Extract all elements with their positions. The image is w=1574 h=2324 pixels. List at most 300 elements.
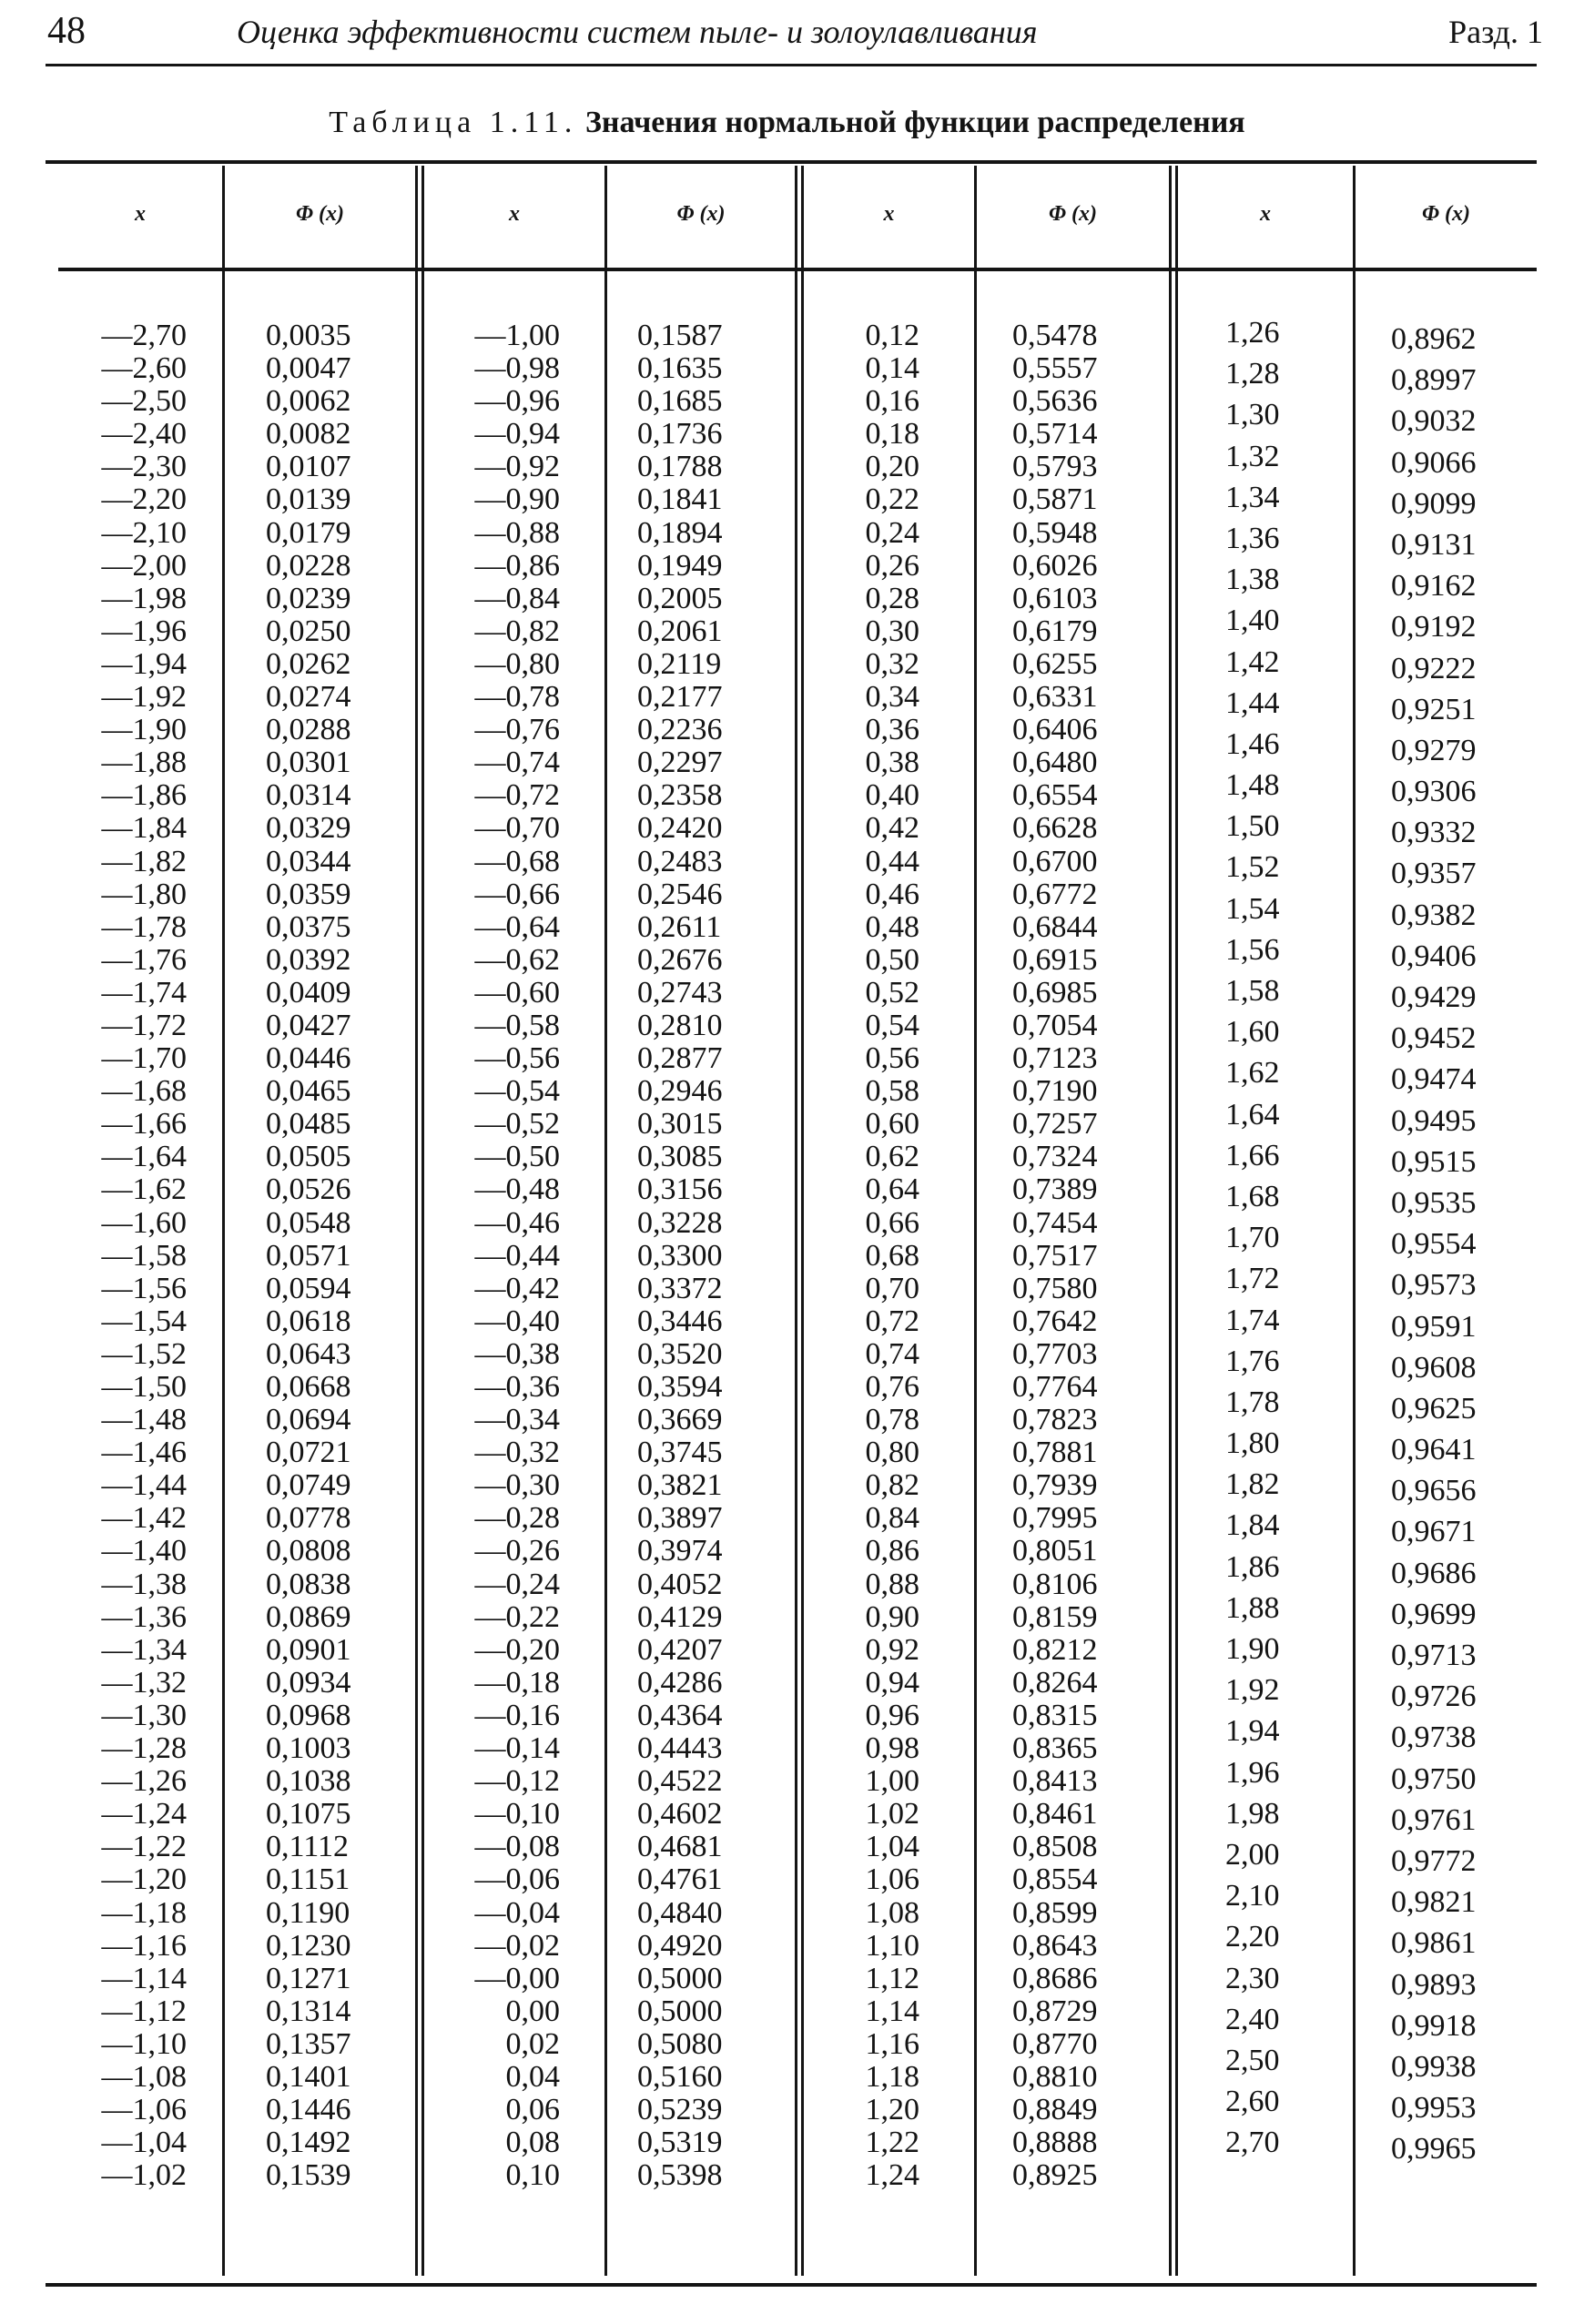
group-separator bbox=[421, 166, 424, 2276]
x-value: —0,08 bbox=[474, 1830, 560, 1864]
x-value: 0,00 bbox=[505, 1994, 560, 2028]
x-value: —1,82 bbox=[101, 844, 187, 878]
phi-value: 0,8962 bbox=[1391, 322, 1477, 356]
phi-value: 0,9965 bbox=[1391, 2132, 1477, 2167]
phi-value: 0,9938 bbox=[1391, 2049, 1477, 2084]
phi-value: 0,9918 bbox=[1391, 2008, 1477, 2043]
phi-value: 0,1003 bbox=[266, 1731, 351, 1766]
phi-value: 0,9357 bbox=[1391, 857, 1477, 891]
phi-value: 0,2358 bbox=[637, 778, 723, 813]
x-value: —1,94 bbox=[101, 646, 187, 681]
x-value: —0,58 bbox=[474, 1008, 560, 1042]
x-value: 1,70 bbox=[1225, 1221, 1280, 1255]
phi-value: 0,9893 bbox=[1391, 1967, 1477, 2002]
phi-value: 0,1357 bbox=[266, 2026, 351, 2061]
phi-value: 0,1271 bbox=[266, 1961, 351, 1995]
phi-value: 0,0838 bbox=[266, 1567, 351, 1601]
phi-value: 0,2420 bbox=[637, 811, 723, 846]
x-value: 1,52 bbox=[1225, 850, 1280, 885]
phi-value: 0,0107 bbox=[266, 450, 351, 484]
phi-value: 0,1841 bbox=[637, 482, 723, 517]
x-value: —0,30 bbox=[474, 1468, 560, 1503]
x-value: 0,32 bbox=[865, 646, 919, 681]
x-value: 1,82 bbox=[1225, 1467, 1280, 1502]
x-value: —1,52 bbox=[101, 1336, 187, 1371]
phi-value: 0,6915 bbox=[1012, 942, 1098, 977]
phi-value: 0,3015 bbox=[637, 1107, 723, 1142]
x-value: 1,00 bbox=[865, 1764, 919, 1799]
phi-value: 0,9222 bbox=[1391, 651, 1477, 685]
x-value: —1,30 bbox=[101, 1698, 187, 1732]
phi-value: 0,6480 bbox=[1012, 746, 1098, 780]
x-value: —1,32 bbox=[101, 1665, 187, 1700]
x-value: —1,12 bbox=[101, 1994, 187, 2028]
x-value: 1,46 bbox=[1225, 726, 1280, 761]
x-value: 0,90 bbox=[865, 1599, 919, 1634]
phi-value: 0,0250 bbox=[266, 614, 351, 648]
x-value: —0,48 bbox=[474, 1172, 560, 1207]
phi-value: 0,1587 bbox=[637, 319, 723, 352]
table-label: Таблица 1.11. bbox=[329, 106, 578, 139]
x-value: 0,12 bbox=[865, 319, 919, 352]
x-value: —0,42 bbox=[474, 1271, 560, 1305]
x-value: —1,54 bbox=[101, 1304, 187, 1338]
x-value: 0,48 bbox=[865, 909, 919, 944]
phi-value: 0,5871 bbox=[1012, 482, 1098, 517]
x-value: 1,68 bbox=[1225, 1179, 1280, 1213]
x-value: 0,78 bbox=[865, 1403, 919, 1437]
x-value: 0,92 bbox=[865, 1632, 919, 1667]
phi-value: 0,9535 bbox=[1391, 1185, 1477, 1220]
phi-value: 0,3974 bbox=[637, 1534, 723, 1568]
x-value: —1,06 bbox=[101, 2093, 187, 2127]
column-header-phi: Φ (x) bbox=[676, 202, 726, 226]
x-value: —1,38 bbox=[101, 1567, 187, 1601]
phi-value: 0,8849 bbox=[1012, 2093, 1098, 2127]
phi-value: 0,7324 bbox=[1012, 1140, 1098, 1174]
phi-value: 0,6179 bbox=[1012, 614, 1098, 648]
phi-value: 0,9162 bbox=[1391, 569, 1477, 604]
x-value: 1,20 bbox=[865, 2093, 919, 2127]
x-value: 0,10 bbox=[505, 2158, 560, 2193]
phi-value: 0,6026 bbox=[1012, 548, 1098, 583]
phi-value: 0,9573 bbox=[1391, 1268, 1477, 1303]
table-title: Значения нормальной функции распределения bbox=[584, 106, 1245, 139]
phi-value: 0,1038 bbox=[266, 1764, 351, 1799]
phi-value: 0,5398 bbox=[637, 2158, 723, 2193]
phi-value: 0,8925 bbox=[1012, 2158, 1098, 2193]
x-value: 0,82 bbox=[865, 1468, 919, 1503]
x-value: —0,76 bbox=[474, 713, 560, 747]
x-value: 0,88 bbox=[865, 1567, 919, 1601]
phi-value: 0,8997 bbox=[1391, 363, 1477, 398]
phi-value: 0,0618 bbox=[266, 1304, 351, 1338]
x-value: —2,00 bbox=[101, 548, 187, 583]
phi-value: 0,7123 bbox=[1012, 1041, 1098, 1076]
phi-value: 0,7995 bbox=[1012, 1501, 1098, 1536]
phi-value: 0,4920 bbox=[637, 1928, 723, 1963]
table-top-rule bbox=[46, 160, 1537, 164]
x-value: —0,82 bbox=[474, 614, 560, 648]
x-column bbox=[1225, 312, 1335, 2163]
phi-value: 0,7190 bbox=[1012, 1074, 1098, 1109]
phi-value: 0,6255 bbox=[1012, 646, 1098, 681]
x-value: 0,64 bbox=[865, 1172, 919, 1207]
phi-value: 0,9554 bbox=[1391, 1227, 1477, 1262]
x-value: 0,58 bbox=[865, 1074, 919, 1109]
x-value: —0,72 bbox=[474, 778, 560, 813]
phi-value: 0,9382 bbox=[1391, 898, 1477, 932]
table-bottom-rule bbox=[46, 2283, 1537, 2287]
phi-value: 0,1894 bbox=[637, 515, 723, 550]
x-value: —0,12 bbox=[474, 1764, 560, 1799]
x-value: 1,94 bbox=[1225, 1714, 1280, 1749]
phi-value: 0,1401 bbox=[266, 2059, 351, 2094]
x-column bbox=[810, 320, 919, 2192]
x-value: —1,80 bbox=[101, 877, 187, 911]
phi-value: 0,0301 bbox=[266, 746, 351, 780]
phi-value: 0,4602 bbox=[637, 1797, 723, 1832]
x-value: —1,22 bbox=[101, 1830, 187, 1864]
x-value: 1,64 bbox=[1225, 1097, 1280, 1132]
x-value: 1,98 bbox=[1225, 1796, 1280, 1831]
x-value: —1,40 bbox=[101, 1534, 187, 1568]
phi-value: 0,3594 bbox=[637, 1370, 723, 1404]
x-value: —1,66 bbox=[101, 1107, 187, 1142]
x-value: —1,56 bbox=[101, 1271, 187, 1305]
phi-value: 0,2546 bbox=[637, 877, 723, 911]
x-value: 0,52 bbox=[865, 975, 919, 1010]
x-value: —0,26 bbox=[474, 1534, 560, 1568]
phi-value: 0,4681 bbox=[637, 1830, 723, 1864]
x-value: —1,68 bbox=[101, 1074, 187, 1109]
phi-value: 0,9452 bbox=[1391, 1021, 1477, 1056]
x-value: 1,34 bbox=[1225, 480, 1280, 514]
phi-value: 0,8643 bbox=[1012, 1928, 1098, 1963]
x-value: —1,46 bbox=[101, 1436, 187, 1470]
phi-value: 0,0314 bbox=[266, 778, 351, 813]
phi-value: 0,6985 bbox=[1012, 975, 1098, 1010]
phi-value: 0,1230 bbox=[266, 1928, 351, 1963]
x-value: —1,74 bbox=[101, 975, 187, 1010]
phi-value: 0,2743 bbox=[637, 975, 723, 1010]
x-value: —1,14 bbox=[101, 1961, 187, 1995]
x-value: —2,20 bbox=[101, 482, 187, 517]
column-header-phi: Φ (x) bbox=[296, 202, 344, 226]
phi-value: 0,6406 bbox=[1012, 713, 1098, 747]
x-value: 0,22 bbox=[865, 482, 919, 517]
x-value: —0,46 bbox=[474, 1205, 560, 1240]
phi-value: 0,0288 bbox=[266, 713, 351, 747]
phi-value: 0,5080 bbox=[637, 2026, 723, 2061]
phi-value: 0,0262 bbox=[266, 646, 351, 681]
x-value: 1,56 bbox=[1225, 932, 1280, 967]
phi-value: 0,8599 bbox=[1012, 1895, 1098, 1930]
phi-value: 0,1446 bbox=[266, 2093, 351, 2127]
x-value: 1,84 bbox=[1225, 1508, 1280, 1543]
phi-value: 0,9429 bbox=[1391, 980, 1477, 1014]
phi-value: 0,9656 bbox=[1391, 1474, 1477, 1508]
x-value: 1,16 bbox=[865, 2026, 919, 2061]
x-value: —0,52 bbox=[474, 1107, 560, 1142]
x-value: 1,12 bbox=[865, 1961, 919, 1995]
x-value: 0,04 bbox=[505, 2059, 560, 2094]
x-value: —1,70 bbox=[101, 1041, 187, 1076]
phi-value: 0,4129 bbox=[637, 1599, 723, 1634]
phi-value: 0,0047 bbox=[266, 351, 351, 386]
x-value: 1,62 bbox=[1225, 1056, 1280, 1091]
x-value: —1,26 bbox=[101, 1764, 187, 1799]
x-value: 1,36 bbox=[1225, 521, 1280, 555]
x-value: 0,94 bbox=[865, 1665, 919, 1700]
phi-value: 0,8686 bbox=[1012, 1961, 1098, 1995]
phi-value: 0,5636 bbox=[1012, 384, 1098, 419]
phi-value: 0,5000 bbox=[637, 1994, 723, 2028]
x-value: —1,60 bbox=[101, 1205, 187, 1240]
x-value: —0,36 bbox=[474, 1370, 560, 1404]
phi-value: 0,9515 bbox=[1391, 1144, 1477, 1179]
x-value: —0,28 bbox=[474, 1501, 560, 1536]
x-value: 2,70 bbox=[1225, 2126, 1280, 2160]
phi-value: 0,2946 bbox=[637, 1074, 723, 1109]
header-rule bbox=[46, 64, 1537, 66]
x-value: —1,36 bbox=[101, 1599, 187, 1634]
phi-value: 0,0062 bbox=[266, 384, 351, 419]
x-value: 0,14 bbox=[865, 351, 919, 386]
phi-value: 0,8413 bbox=[1012, 1764, 1098, 1799]
x-value: 1,54 bbox=[1225, 891, 1280, 926]
x-value: 1,80 bbox=[1225, 1426, 1280, 1461]
x-value: —0,84 bbox=[474, 581, 560, 615]
phi-value: 0,9332 bbox=[1391, 816, 1477, 850]
phi-value: 0,5948 bbox=[1012, 515, 1098, 550]
phi-value: 0,7054 bbox=[1012, 1008, 1098, 1042]
phi-value: 0,8810 bbox=[1012, 2059, 1098, 2094]
column-header-phi: Φ (x) bbox=[1049, 202, 1097, 226]
phi-value: 0,1190 bbox=[266, 1895, 350, 1930]
phi-value: 0,0344 bbox=[266, 844, 351, 878]
x-value: —0,24 bbox=[474, 1567, 560, 1601]
phi-value: 0,1075 bbox=[266, 1797, 351, 1832]
phi-value: 0,9686 bbox=[1391, 1556, 1477, 1590]
phi-value: 0,7389 bbox=[1012, 1172, 1098, 1207]
x-value: 1,28 bbox=[1225, 357, 1280, 391]
x-value: —1,34 bbox=[101, 1632, 187, 1667]
phi-value: 0,9726 bbox=[1391, 1680, 1477, 1714]
x-value: 1,40 bbox=[1225, 604, 1280, 638]
x-value: —2,70 bbox=[101, 319, 187, 352]
x-value: —0,64 bbox=[474, 909, 560, 944]
column-header-x: x bbox=[883, 202, 895, 226]
phi-value: 0,9251 bbox=[1391, 692, 1477, 726]
phi-value: 0,0375 bbox=[266, 909, 351, 944]
phi-value: 0,9713 bbox=[1391, 1639, 1477, 1672]
x-value: —1,72 bbox=[101, 1008, 187, 1042]
x-value: 0,18 bbox=[865, 417, 919, 452]
phi-value: 0,0594 bbox=[266, 1271, 351, 1305]
phi-value: 0,0643 bbox=[266, 1336, 351, 1371]
x-value: —1,84 bbox=[101, 811, 187, 846]
x-value: 1,72 bbox=[1225, 1262, 1280, 1296]
phi-value: 0,0934 bbox=[266, 1665, 351, 1700]
phi-value: 0,9066 bbox=[1391, 445, 1477, 480]
phi-value: 0,0694 bbox=[266, 1403, 351, 1437]
table-caption bbox=[0, 106, 1574, 140]
phi-value: 0,8212 bbox=[1012, 1632, 1098, 1667]
phi-value: 0,0749 bbox=[266, 1468, 351, 1503]
phi-value: 0,5319 bbox=[637, 2126, 723, 2160]
phi-value: 0,4443 bbox=[637, 1731, 723, 1766]
x-value: 2,10 bbox=[1225, 1879, 1280, 1913]
phi-value: 0,6772 bbox=[1012, 877, 1098, 911]
x-value: —1,76 bbox=[101, 942, 187, 977]
phi-value: 0,8770 bbox=[1012, 2026, 1098, 2061]
phi-value: 0,8051 bbox=[1012, 1534, 1098, 1568]
phi-value: 0,3821 bbox=[637, 1468, 723, 1503]
x-value: —1,08 bbox=[101, 2059, 187, 2094]
phi-value: 0,9306 bbox=[1391, 775, 1477, 809]
phi-value: 0,0548 bbox=[266, 1205, 351, 1240]
phi-value: 0,2119 bbox=[637, 646, 722, 681]
x-value: 1,96 bbox=[1225, 1755, 1280, 1790]
x-value: —0,80 bbox=[474, 646, 560, 681]
phi-value: 0,0427 bbox=[266, 1008, 351, 1042]
phi-value: 0,3085 bbox=[637, 1140, 723, 1174]
x-value: —0,90 bbox=[474, 482, 560, 517]
phi-value: 0,5714 bbox=[1012, 417, 1098, 452]
x-value: 0,44 bbox=[865, 844, 919, 878]
phi-value: 0,8315 bbox=[1012, 1698, 1098, 1732]
x-value: 2,30 bbox=[1225, 1961, 1280, 1995]
x-value: —0,56 bbox=[474, 1041, 560, 1076]
x-value: —1,18 bbox=[101, 1895, 187, 1930]
x-value: —1,16 bbox=[101, 1928, 187, 1963]
phi-value: 0,0274 bbox=[266, 680, 351, 715]
x-value: —0,20 bbox=[474, 1632, 560, 1667]
phi-value: 0,2611 bbox=[637, 909, 722, 944]
phi-value: 0,9699 bbox=[1391, 1597, 1477, 1631]
phi-value: 0,6331 bbox=[1012, 680, 1098, 715]
x-value: 0,76 bbox=[865, 1370, 919, 1404]
phi-value: 0,5793 bbox=[1012, 450, 1098, 484]
x-value: —1,20 bbox=[101, 1862, 187, 1897]
phi-value: 0,9131 bbox=[1391, 527, 1477, 562]
phi-value: 0,1151 bbox=[266, 1862, 350, 1897]
column-separator bbox=[604, 166, 607, 2276]
column-separator bbox=[222, 166, 225, 2276]
x-value: —0,94 bbox=[474, 417, 560, 452]
phi-value: 0,8888 bbox=[1012, 2126, 1098, 2160]
x-value: —0,88 bbox=[474, 515, 560, 550]
x-value: —2,40 bbox=[101, 417, 187, 452]
phi-value: 0,4364 bbox=[637, 1698, 723, 1732]
x-value: 0,96 bbox=[865, 1698, 919, 1732]
x-value: 0,06 bbox=[505, 2093, 560, 2127]
x-value: —2,30 bbox=[101, 450, 187, 484]
x-value: —1,96 bbox=[101, 614, 187, 648]
phi-value: 0,6554 bbox=[1012, 778, 1098, 813]
phi-value: 0,4207 bbox=[637, 1632, 723, 1667]
x-value: 0,08 bbox=[505, 2126, 560, 2160]
phi-value: 0,9738 bbox=[1391, 1720, 1477, 1755]
phi-value: 0,4761 bbox=[637, 1862, 723, 1897]
phi-value: 0,2297 bbox=[637, 746, 723, 780]
x-value: 1,14 bbox=[865, 1994, 919, 2028]
x-value: 1,26 bbox=[1225, 316, 1280, 350]
phi-value: 0,3228 bbox=[637, 1205, 723, 1240]
x-value: 1,88 bbox=[1225, 1590, 1280, 1625]
x-value: 0,86 bbox=[865, 1534, 919, 1568]
x-value: 0,56 bbox=[865, 1041, 919, 1076]
x-value: 0,46 bbox=[865, 877, 919, 911]
phi-value: 0,3300 bbox=[637, 1238, 723, 1273]
x-value: —1,10 bbox=[101, 2026, 187, 2061]
x-value: 0,72 bbox=[865, 1304, 919, 1338]
x-value: 0,80 bbox=[865, 1436, 919, 1470]
phi-value: 0,0526 bbox=[266, 1172, 351, 1207]
x-value: —1,50 bbox=[101, 1370, 187, 1404]
x-value: —0,68 bbox=[474, 844, 560, 878]
phi-value: 0,0968 bbox=[266, 1698, 351, 1732]
x-value: 2,40 bbox=[1225, 2002, 1280, 2036]
x-value: —1,62 bbox=[101, 1172, 187, 1207]
phi-value: 0,2061 bbox=[637, 614, 723, 648]
x-value: 0,02 bbox=[505, 2026, 560, 2061]
x-value: —0,54 bbox=[474, 1074, 560, 1109]
column-header-x: x bbox=[135, 202, 146, 226]
phi-value: 0,8729 bbox=[1012, 1994, 1098, 2028]
x-value: 1,90 bbox=[1225, 1632, 1280, 1666]
phi-value: 0,0082 bbox=[266, 417, 351, 452]
x-value: 1,22 bbox=[865, 2126, 919, 2160]
group-separator bbox=[795, 166, 797, 2276]
x-value: 1,48 bbox=[1225, 768, 1280, 803]
phi-value: 0,1736 bbox=[637, 417, 723, 452]
phi-value: 0,3446 bbox=[637, 1304, 723, 1338]
x-value: —0,86 bbox=[474, 548, 560, 583]
x-value: 0,84 bbox=[865, 1501, 919, 1536]
phi-value: 0,6103 bbox=[1012, 581, 1098, 615]
phi-value: 0,6700 bbox=[1012, 844, 1098, 878]
x-value: 1,86 bbox=[1225, 1549, 1280, 1584]
phi-value: 0,2483 bbox=[637, 844, 723, 878]
x-value: —0,34 bbox=[474, 1403, 560, 1437]
x-value: —0,22 bbox=[474, 1599, 560, 1634]
x-value: 1,18 bbox=[865, 2059, 919, 2094]
x-value: 1,24 bbox=[865, 2158, 919, 2193]
phi-value: 0,1635 bbox=[637, 351, 723, 386]
phi-value: 0,5239 bbox=[637, 2093, 723, 2127]
x-value: 1,58 bbox=[1225, 974, 1280, 1008]
phi-value: 0,7703 bbox=[1012, 1336, 1098, 1371]
x-value: —1,24 bbox=[101, 1797, 187, 1832]
phi-value: 0,8159 bbox=[1012, 1599, 1098, 1634]
phi-value: 0,9641 bbox=[1391, 1433, 1477, 1467]
phi-column bbox=[637, 320, 774, 2192]
column-separator bbox=[1353, 166, 1356, 2276]
x-value: —1,04 bbox=[101, 2126, 187, 2160]
x-value: —1,42 bbox=[101, 1501, 187, 1536]
phi-value: 0,9761 bbox=[1391, 1802, 1477, 1837]
x-value: 0,40 bbox=[865, 778, 919, 813]
phi-value: 0,2005 bbox=[637, 581, 723, 615]
x-value: 0,70 bbox=[865, 1271, 919, 1305]
group-separator bbox=[1175, 166, 1178, 2276]
phi-value: 0,7764 bbox=[1012, 1370, 1098, 1404]
x-value: 0,66 bbox=[865, 1205, 919, 1240]
x-value: —0,70 bbox=[474, 811, 560, 846]
phi-value: 0,7939 bbox=[1012, 1468, 1098, 1503]
